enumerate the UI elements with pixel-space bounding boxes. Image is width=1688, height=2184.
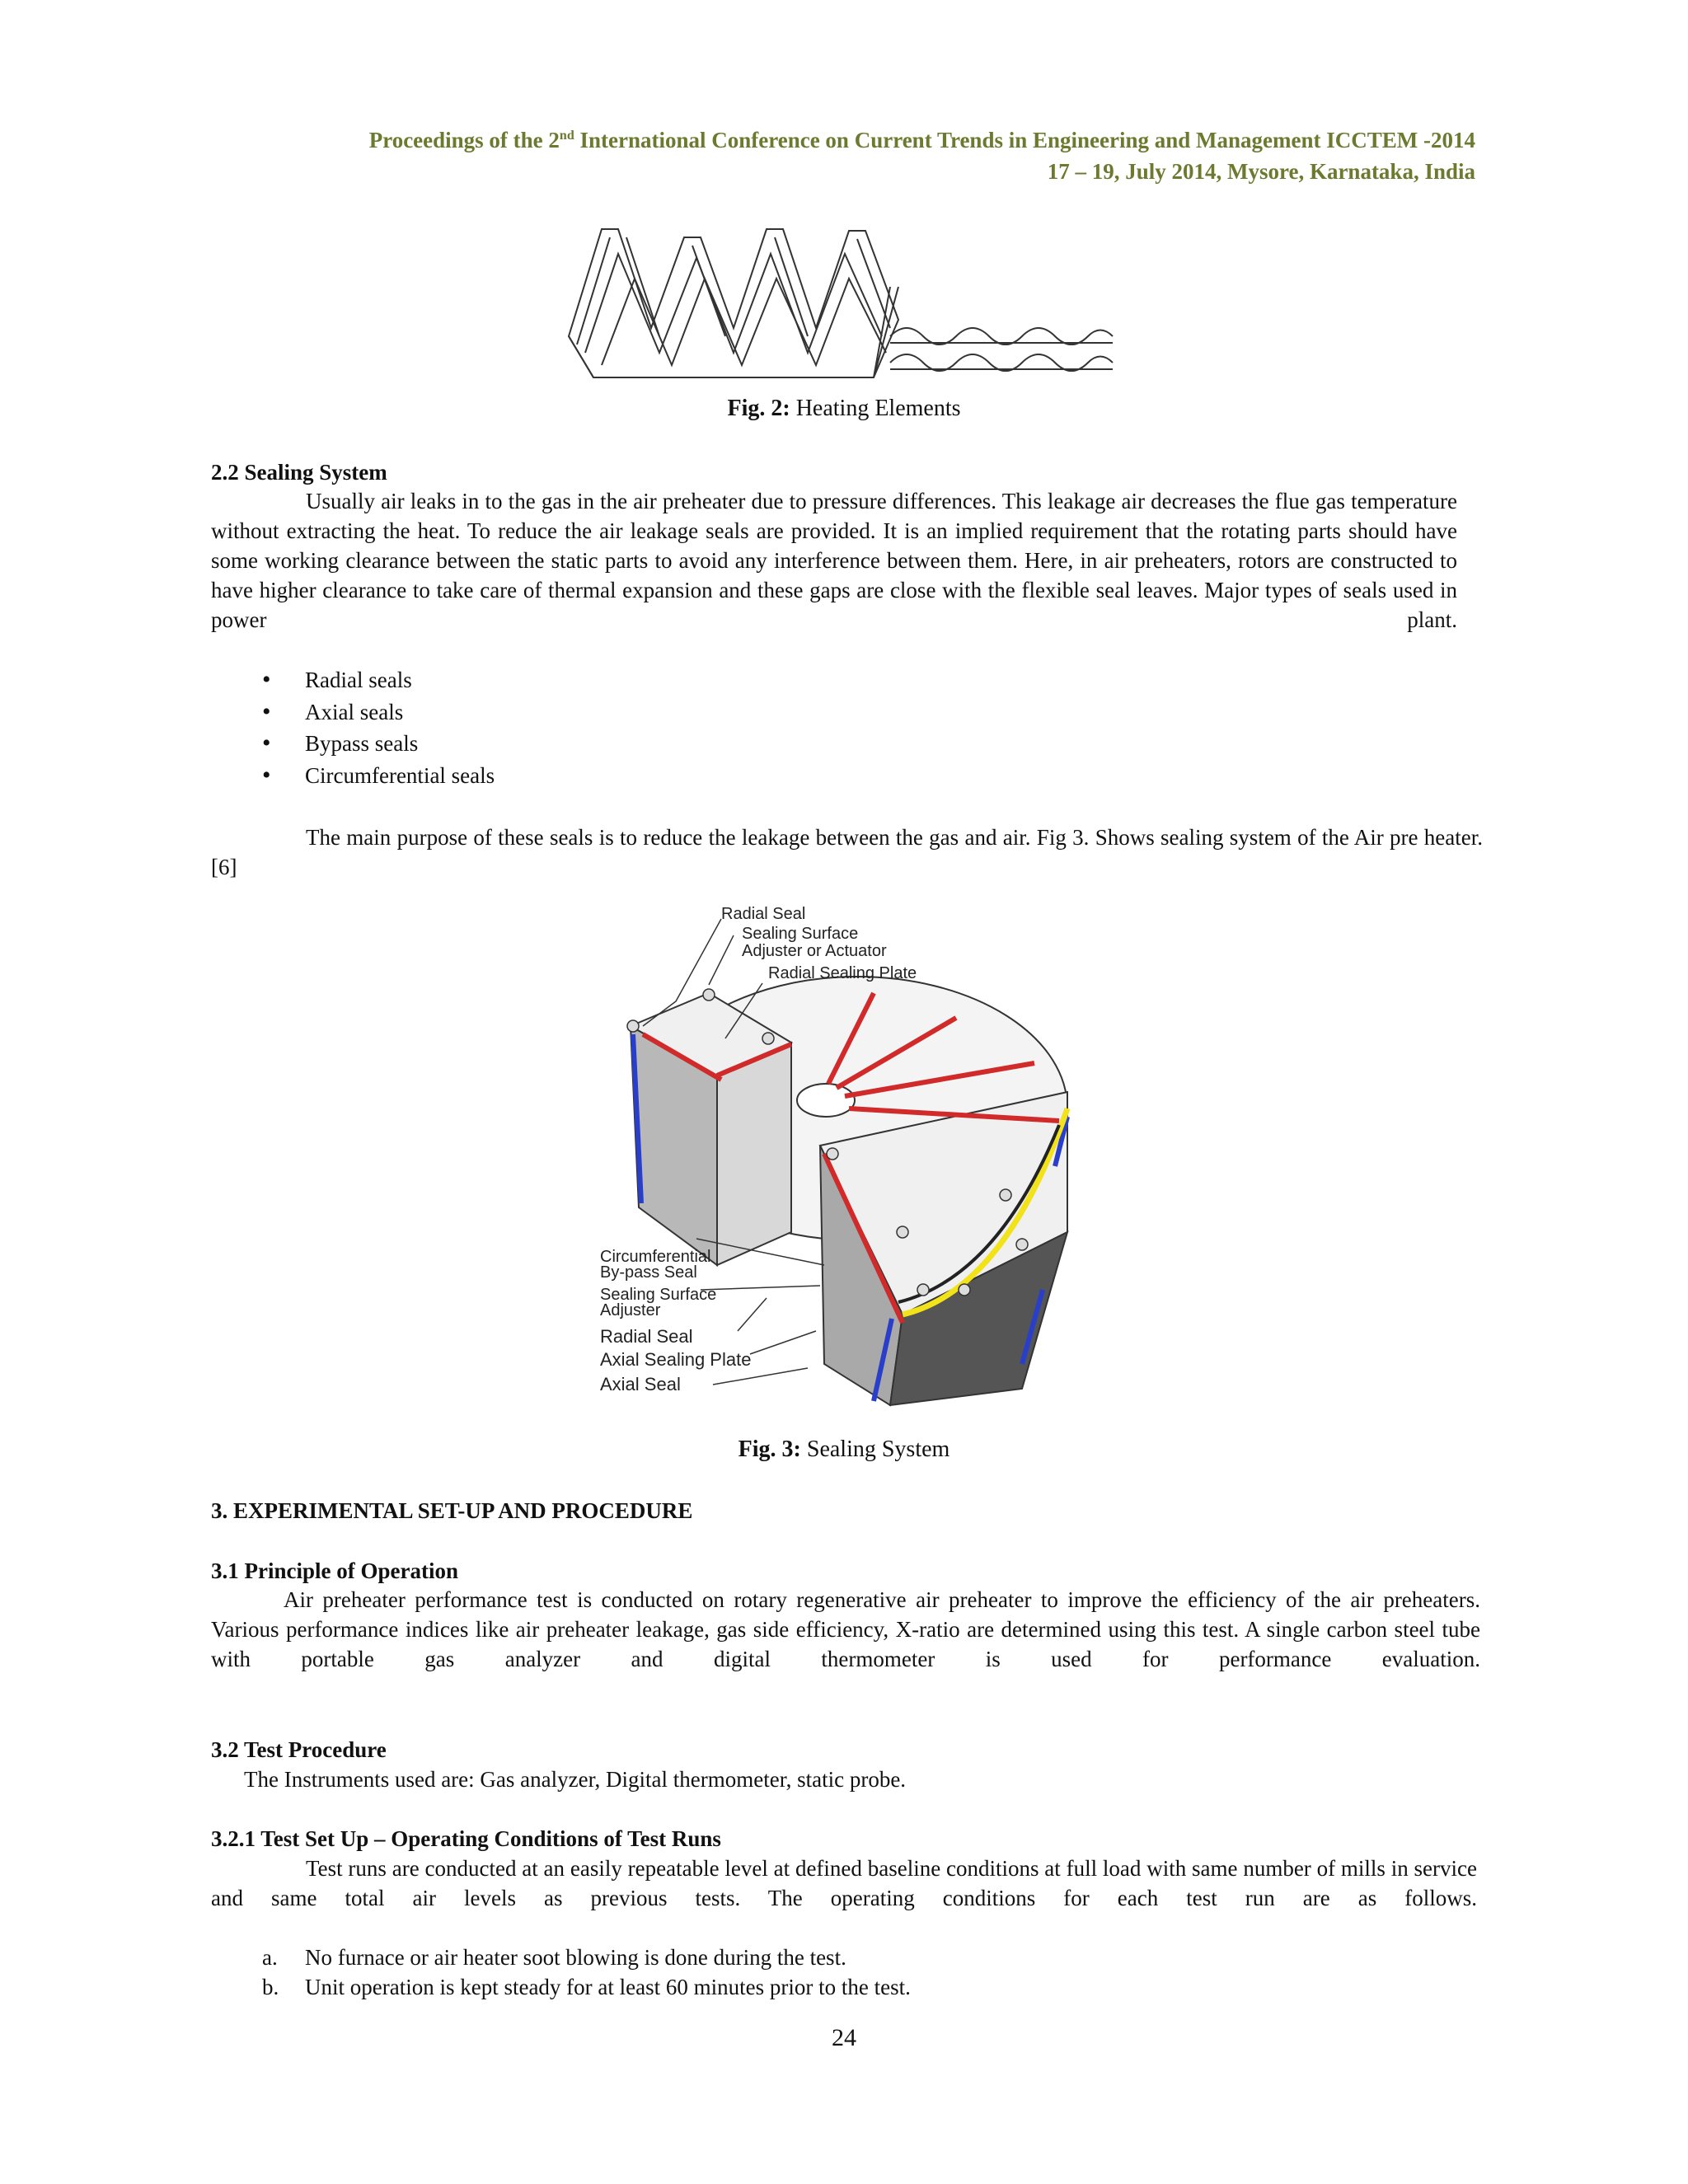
label-radial-seal-bottom: Radial Seal	[600, 1326, 693, 1347]
seal-types-list	[262, 664, 495, 791]
list-item: • Axial seals	[262, 696, 495, 729]
label-sealing-surface-1: Sealing Surface	[742, 925, 859, 943]
fig3-caption: Fig. 3: Sealing System	[738, 1436, 950, 1462]
label-adjuster-actuator: Adjuster or Actuator	[742, 942, 887, 960]
page-number: 24	[832, 2024, 856, 2051]
section-2-2-paragraph-2: The main purpose of these seals is to reduce the leakage between the gas and air. Fig 3. Shows sealing system of the Air pre heater.[6]	[211, 825, 1483, 879]
section-3-2-paragraph: The Instruments used are: Gas analyzer, Digital thermometer, static probe.	[244, 1767, 907, 1792]
section-3-2-1-heading: 3.2.1 Test Set Up – Operating Conditions of Test Runs	[211, 1826, 721, 1851]
list-item: • Circumferential seals	[262, 760, 495, 792]
fig2-caption: Fig. 2: Heating Elements	[727, 396, 961, 421]
sealing-system-figure	[593, 902, 1088, 1422]
conference-header-line2: 17 – 19, July 2014, Mysore, Karnataka, India	[1047, 159, 1475, 184]
conference-header-line1: Proceedings of the 2nd International Conference on Current Trends in Engineering and Management ICCTEM -2014	[368, 128, 1475, 152]
list-item: b. Unit operation is kept steady for at least 60 minutes prior to the test.	[262, 1975, 911, 1999]
label-radial-seal-top: Radial Seal	[721, 905, 806, 923]
section-3-2-heading: 3.2 Test Procedure	[211, 1737, 387, 1762]
label-radial-sealing-plate: Radial Sealing Plate	[768, 964, 917, 982]
label-sealing-surface-2: Sealing Surface	[600, 1286, 717, 1304]
section-3-1-heading: 3.1 Principle of Operation	[211, 1558, 458, 1583]
label-bypass-seal: By-pass Seal	[600, 1263, 697, 1282]
list-item: • Radial seals	[262, 664, 495, 696]
list-item: a. No furnace or air heater soot blowing is done during the test.	[262, 1945, 846, 1970]
section-2-2-heading: 2.2 Sealing System	[211, 460, 387, 485]
label-axial-sealing-plate: Axial Sealing Plate	[600, 1349, 752, 1370]
operating-conditions-list	[262, 1943, 911, 2002]
section-2-2-paragraph: Usually air leaks in to the gas in the air preheater due to pressure differences. This leakage air decreases the flue gas temperature without extracting the heat. To reduce the air leakage seals are provided. It is an implied requirement that the rotating parts should have some working clearance between the static parts to avoid any interference between them. Here, in air preheaters, rotors are constructed to have higher clearance to take care of thermal expansion and these gaps are close with the flexible seal leaves. Major types of seals used in power plant.	[211, 489, 1457, 632]
label-axial-seal: Axial Seal	[600, 1374, 681, 1394]
section-3-heading: 3. EXPERIMENTAL SET-UP AND PROCEDURE	[211, 1498, 693, 1523]
list-item: • Bypass seals	[262, 728, 495, 760]
section-3-2-1-paragraph: Test runs are conducted at an easily repeatable level at defined baseline conditions at full load with same number of mills in service and same total air levels as previous tests. The operating conditions for each test run are as follows.	[211, 1856, 1477, 1910]
label-circumferential: Circumferential	[600, 1248, 711, 1266]
label-adjuster: Adjuster	[600, 1301, 661, 1319]
heating-elements-figure	[560, 221, 1121, 386]
section-3-1-paragraph: Air preheater performance test is conducted on rotary regenerative air preheater to improve the efficiency of the air preheaters. Various performance indices like air preheater leakage, gas side efficiency, X-ratio are determined using this test. A single carbon steel tube with portable gas analyzer and digital thermometer is used for performance evaluation.	[211, 1587, 1480, 1671]
